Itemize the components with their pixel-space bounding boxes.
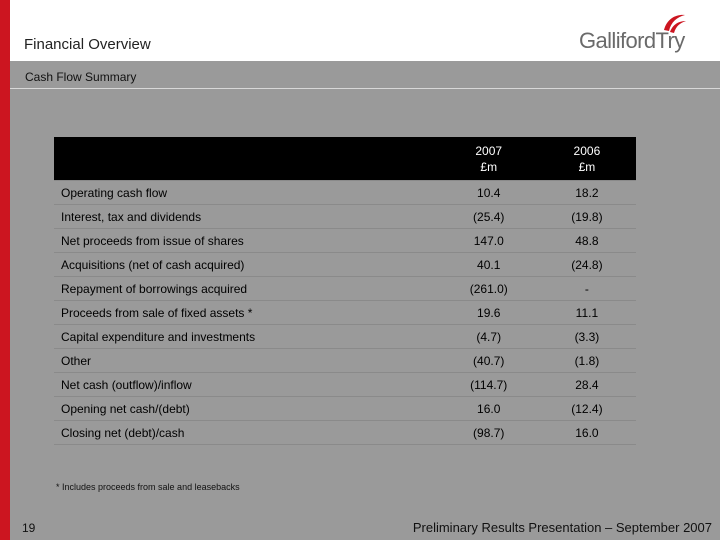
column-unit: £m: [480, 159, 498, 174]
table-row: [54, 397, 636, 421]
value-2006: -: [538, 277, 636, 301]
value-2007: (261.0): [440, 277, 538, 301]
row-label: Acquisitions (net of cash acquired): [54, 253, 440, 277]
value-2006: (19.8): [538, 205, 636, 229]
table-row: [54, 349, 636, 373]
value-2007: (98.7): [440, 421, 538, 445]
value-2006: (3.3): [538, 325, 636, 349]
row-label: Closing net (debt)/cash: [54, 421, 440, 445]
value-2006: 11.1: [538, 301, 636, 325]
footer-text: Preliminary Results Presentation – September 2007: [412, 520, 712, 535]
table-body: [54, 181, 636, 445]
logo-text: GallifordTry: [579, 28, 685, 53]
table-row: [54, 181, 636, 205]
section-subtitle: Cash Flow Summary: [25, 70, 137, 84]
row-label: Proceeds from sale of fixed assets *: [54, 301, 440, 325]
row-label: Net cash (outflow)/inflow: [54, 373, 440, 397]
value-2006: (24.8): [538, 253, 636, 277]
value-2006: 48.8: [538, 229, 636, 253]
row-label: Interest, tax and dividends: [54, 205, 440, 229]
row-label: Other: [54, 349, 440, 373]
value-2006: 16.0: [538, 421, 636, 445]
table-row: [54, 229, 636, 253]
table-row: [54, 301, 636, 325]
divider: [10, 88, 720, 89]
value-2006: 18.2: [538, 181, 636, 205]
value-2006: 28.4: [538, 373, 636, 397]
row-label: Opening net cash/(debt): [54, 397, 440, 421]
value-2007: 16.0: [440, 397, 538, 421]
column-header-2006: [538, 137, 636, 181]
table-row: [54, 325, 636, 349]
accent-bar: [0, 0, 10, 540]
galliford-try-logo: [579, 12, 704, 54]
header-blank-cell: [54, 137, 440, 181]
column-header-2007: [440, 137, 538, 181]
value-2007: 10.4: [440, 181, 538, 205]
table-row: [54, 421, 636, 445]
table-row: [54, 253, 636, 277]
table-header-row: [54, 137, 636, 181]
table-row: [54, 373, 636, 397]
row-label: Operating cash flow: [54, 181, 440, 205]
value-2007: (25.4): [440, 205, 538, 229]
cash-flow-table: [54, 137, 636, 445]
value-2007: (4.7): [440, 325, 538, 349]
value-2007: (114.7): [440, 373, 538, 397]
value-2006: (1.8): [538, 349, 636, 373]
value-2007: 40.1: [440, 253, 538, 277]
column-unit: £m: [578, 159, 596, 174]
column-year: 2007: [475, 143, 503, 158]
row-label: Repayment of borrowings acquired: [54, 277, 440, 301]
table-row: [54, 277, 636, 301]
table-row: [54, 205, 636, 229]
row-label: Net proceeds from issue of shares: [54, 229, 440, 253]
value-2007: 19.6: [440, 301, 538, 325]
page-title: Financial Overview: [24, 36, 151, 53]
page-number: 19: [22, 521, 36, 535]
value-2007: (40.7): [440, 349, 538, 373]
column-year: 2006: [573, 143, 601, 158]
slide-header: [10, 0, 720, 61]
value-2006: (12.4): [538, 397, 636, 421]
footnote: * Includes proceeds from sale and leasebacks: [56, 482, 240, 492]
row-label: Capital expenditure and investments: [54, 325, 440, 349]
value-2007: 147.0: [440, 229, 538, 253]
